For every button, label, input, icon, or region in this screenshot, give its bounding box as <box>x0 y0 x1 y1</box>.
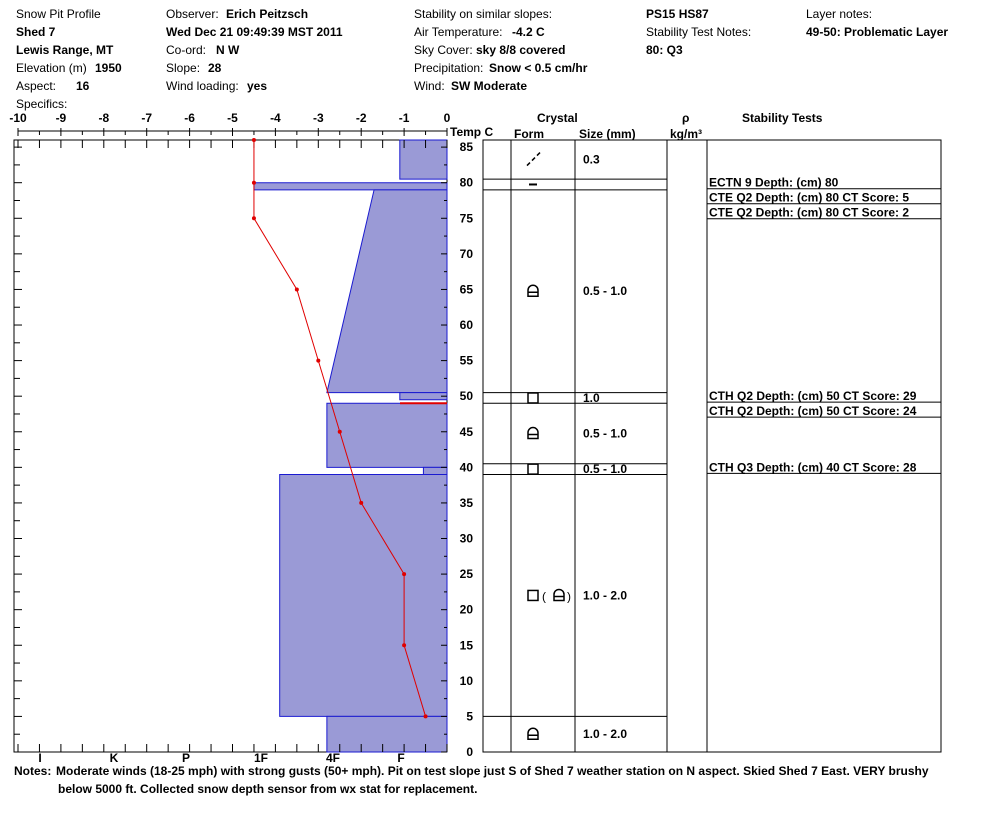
crystal-size-label: 0.5 - 1.0 <box>583 426 628 441</box>
faceted-crystal-icon <box>528 590 538 600</box>
temperature-point <box>424 714 428 718</box>
elevation-label: Elevation (m) <box>16 61 87 75</box>
rounding-faceted-icon <box>554 589 564 600</box>
depth-tick-label: 85 <box>459 140 473 155</box>
layer-notes-value: 49-50: Problematic Layer <box>806 25 949 39</box>
depth-tick-label: 40 <box>459 460 473 475</box>
rounding-faceted-icon <box>528 428 538 439</box>
depth-tick-label: 55 <box>459 353 473 368</box>
coord-value: N W <box>216 43 240 57</box>
hardness-label: P <box>181 751 191 765</box>
crystal-size-label: 0.5 - 1.0 <box>583 284 628 299</box>
open-paren-icon: ( <box>542 589 546 604</box>
faceted-crystal-icon <box>528 464 538 474</box>
temperature-tick-label: -2 <box>355 111 367 125</box>
stability-test-label: CTH Q2 Depth: (cm) 50 CT Score: 29 <box>709 389 917 404</box>
ps-value: PS15 HS87 <box>646 7 709 21</box>
precip-label: Precipitation: <box>414 61 484 75</box>
stability-test-label: CTE Q2 Depth: (cm) 80 CT Score: 5 <box>709 190 910 205</box>
temperature-tick-label: -10 <box>9 111 27 125</box>
depth-tick-label: 35 <box>459 495 473 510</box>
coord-label: Co-ord: <box>166 43 207 57</box>
depth-tick-label: 80 <box>459 175 473 190</box>
observer-value: Erich Peitzsch <box>226 7 309 21</box>
range-name: Lewis Range, MT <box>16 43 114 57</box>
form-column-header: Form <box>514 127 544 141</box>
temperature-point <box>252 216 256 220</box>
crystal-size-label: 0.3 <box>583 152 600 167</box>
depth-tick-label: 65 <box>459 282 473 297</box>
hardness-layer <box>400 140 447 179</box>
hardness-layer <box>327 190 447 393</box>
stability-tests-header: Stability Tests <box>742 111 823 125</box>
depth-tick-label: 60 <box>459 318 473 333</box>
hardness-layer <box>280 474 447 716</box>
crystal-table-frame <box>483 140 941 752</box>
temperature-point <box>295 287 299 291</box>
depth-tick-label: 15 <box>459 638 473 653</box>
stability-test-label: CTH Q2 Depth: (cm) 50 CT Score: 24 <box>709 404 917 419</box>
notes-line-2: below 5000 ft. Collected snow depth sensor from wx stat for replacement. <box>58 782 478 796</box>
slope-value: 28 <box>208 61 222 75</box>
hardness-layer <box>423 467 447 474</box>
hardness-label: I <box>38 751 42 765</box>
depth-tick-label: 75 <box>459 211 473 226</box>
rounding-faceted-icon <box>528 728 538 739</box>
air-temp-label: Air Temperature: <box>414 25 503 39</box>
depth-tick-label: 0 <box>466 745 473 759</box>
depth-tick-label: 5 <box>466 709 473 724</box>
temperature-point <box>402 572 406 576</box>
faceted-crystal-icon <box>528 393 538 403</box>
crystal-column-header: Crystal <box>537 111 578 125</box>
wind-loading-value: yes <box>247 79 268 93</box>
depth-tick-label: 45 <box>459 424 473 439</box>
stability-test-label: CTH Q3 Depth: (cm) 40 CT Score: 28 <box>709 460 917 475</box>
hardness-layer <box>400 393 447 400</box>
stability-test-label: CTE Q2 Depth: (cm) 80 CT Score: 2 <box>709 205 910 220</box>
temperature-point <box>359 501 363 505</box>
stability-notes-value: 80: Q3 <box>646 43 683 57</box>
density-unit: kg/m³ <box>670 127 703 141</box>
notes-label: Notes: <box>14 764 52 778</box>
sky-label: Sky Cover: <box>414 43 473 57</box>
size-column-header: Size (mm) <box>579 127 636 141</box>
layer-notes-label: Layer notes: <box>806 7 873 21</box>
crystal-size-label: 0.5 - 1.0 <box>583 462 628 477</box>
temperature-point <box>402 643 406 647</box>
temperature-tick-label: -7 <box>141 111 153 125</box>
rounding-faceted-icon <box>528 285 538 296</box>
depth-tick-label: 25 <box>459 567 473 582</box>
stability-test-label: ECTN 9 Depth: (cm) 80 <box>709 175 839 190</box>
hardness-label: 1F <box>253 751 269 765</box>
stability-label: Stability on similar slopes: <box>414 7 553 21</box>
hardness-label: 4F <box>325 751 341 765</box>
hardness-layer <box>327 403 447 467</box>
aspect-label: Aspect: <box>16 79 57 93</box>
elevation-value: 1950 <box>95 61 122 75</box>
notes-line-1: Moderate winds (18-25 mph) with strong gusts (50+ mph). Pit on test slope just S of Shed 7 weather station on N aspect. Skied Shed 7 East. VERY brushy <box>56 764 929 778</box>
specifics-label: Specifics: <box>16 97 68 111</box>
aspect-value: 16 <box>76 79 90 93</box>
hardness-label: K <box>109 751 119 765</box>
depth-tick-label: 50 <box>459 389 473 404</box>
profile-title: Snow Pit Profile <box>16 7 101 21</box>
crystal-size-label: 1.0 <box>583 390 600 405</box>
temperature-tick-label: 0 <box>443 111 451 125</box>
datetime: Wed Dec 21 09:49:39 MST 2011 <box>166 25 343 39</box>
wind-value: SW Moderate <box>451 79 528 93</box>
wind-loading-label: Wind loading: <box>166 79 239 93</box>
temperature-tick-label: -3 <box>312 111 324 125</box>
air-temp-value: -4.2 C <box>512 25 545 39</box>
sky-value: sky 8/8 covered <box>476 43 566 57</box>
crystal-size-label: 1.0 - 2.0 <box>583 727 628 742</box>
temperature-point <box>316 359 320 363</box>
close-paren-icon: ) <box>567 589 571 604</box>
temperature-tick-label: -6 <box>184 111 195 125</box>
depth-tick-label: 20 <box>459 602 473 617</box>
hardness-layer <box>327 716 447 752</box>
temperature-point <box>252 181 256 185</box>
density-column-header: ρ <box>682 111 690 125</box>
temperature-tick-label: -4 <box>270 111 281 125</box>
temperature-tick-label: -1 <box>398 111 410 125</box>
temperature-point <box>338 430 342 434</box>
decomposing-fragments-icon <box>527 153 540 166</box>
stability-notes-label: Stability Test Notes: <box>646 25 752 39</box>
observer-label: Observer: <box>166 7 219 21</box>
slope-label: Slope: <box>166 61 201 75</box>
depth-tick-label: 30 <box>459 531 473 546</box>
wind-label: Wind: <box>414 79 445 93</box>
temperature-point <box>252 138 256 142</box>
hardness-label: F <box>397 751 405 765</box>
site-name: Shed 7 <box>16 25 56 39</box>
temperature-tick-label: -9 <box>55 111 67 125</box>
hardness-layer <box>254 183 447 190</box>
temperature-tick-label: -5 <box>227 111 238 125</box>
temp-column-header: Temp C <box>450 125 494 139</box>
precip-value: Snow < 0.5 cm/hr <box>489 61 588 75</box>
temperature-tick-label: -8 <box>98 111 110 125</box>
crystal-size-label: 1.0 - 2.0 <box>583 588 628 603</box>
depth-tick-label: 10 <box>459 673 473 688</box>
depth-tick-label: 70 <box>459 246 473 261</box>
